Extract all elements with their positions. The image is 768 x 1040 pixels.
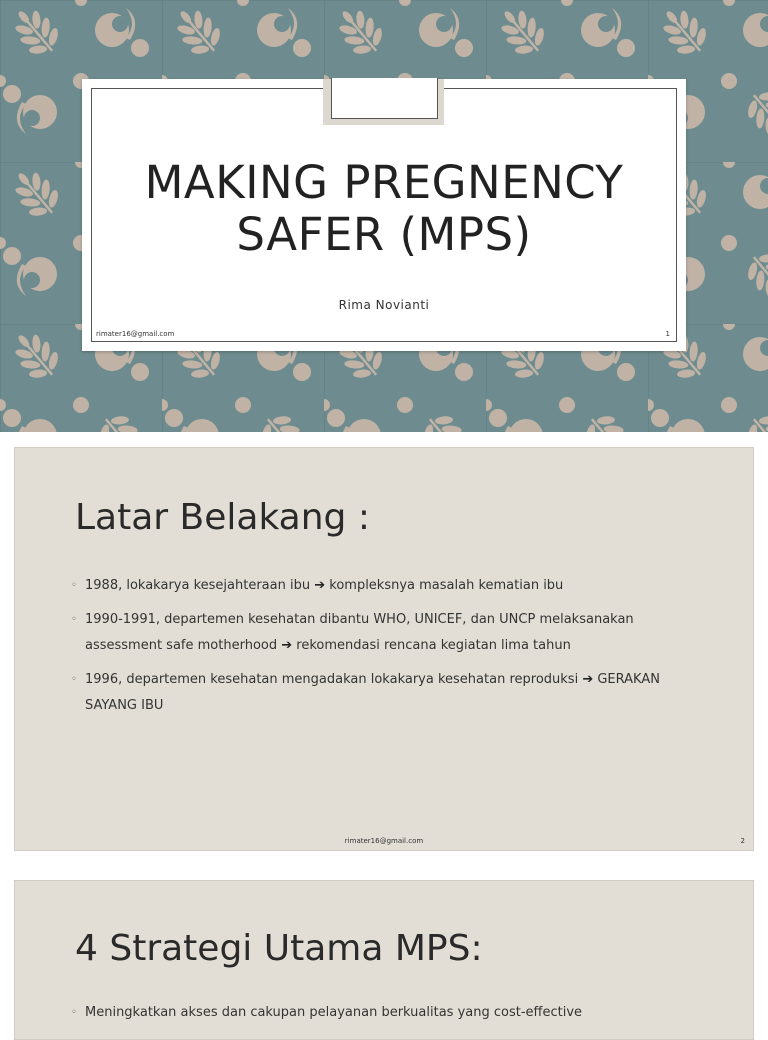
arrow-right-icon: ➔ [281, 638, 293, 653]
footer-email: rimater16@gmail.com [96, 330, 175, 338]
page-number: 1 [665, 330, 670, 338]
author-name: Rima Novianti [338, 298, 430, 312]
slide-heading: Latar Belakang : [75, 497, 370, 538]
bullet-item [71, 573, 693, 599]
bullet-list [71, 1000, 693, 1034]
bullet-text: 1988, lokakarya kesejahteraan ibu [85, 578, 315, 593]
bullet-item [71, 1000, 693, 1026]
slide-title [82, 157, 686, 261]
title-slide [0, 0, 768, 432]
bullet-text: kompleksnya masalah kematian ibu [325, 578, 564, 593]
slide-heading: 4 Strategi Utama MPS: [75, 928, 483, 969]
arrow-right-icon: ➔ [314, 578, 326, 593]
bullet-circle-icon: ◦ [71, 674, 77, 685]
bullet-text: 1996, departemen kesehatan mengadakan lokakarya kesehatan reproduksi [85, 672, 583, 687]
slide-title-line2: SAFER (MPS) [236, 208, 532, 261]
bullet-circle-icon: ◦ [71, 1007, 77, 1018]
content-slide-strategi [14, 880, 754, 1040]
slide-title-line1: MAKING PREGNENCY [144, 156, 624, 209]
content-slide-latar-belakang [14, 447, 754, 851]
page-number: 2 [740, 837, 745, 845]
title-tab-decoration [323, 79, 444, 125]
arrow-right-icon: ➔ [582, 672, 594, 687]
bullet-circle-icon: ◦ [71, 580, 77, 591]
bullet-list [71, 573, 693, 727]
bullet-text: Meningkatkan akses dan cakupan pelayanan berkualitas yang cost-effective [85, 1005, 583, 1020]
title-card [82, 79, 686, 351]
footer-email: rimater16@gmail.com [344, 837, 424, 845]
bullet-item [71, 607, 693, 659]
bullet-text: GERAKAN SAYANG IBU [85, 672, 660, 713]
bullet-circle-icon: ◦ [71, 614, 77, 625]
bullet-text: rekomendasi rencana kegiatan lima tahun [292, 638, 571, 653]
bullet-item [71, 667, 693, 719]
bullet-text: 1990-1991, departemen kesehatan dibantu WHO, UNICEF, dan UNCP melaksanakan assessment safe motherhood [85, 612, 634, 653]
title-tab-inner [331, 78, 438, 119]
